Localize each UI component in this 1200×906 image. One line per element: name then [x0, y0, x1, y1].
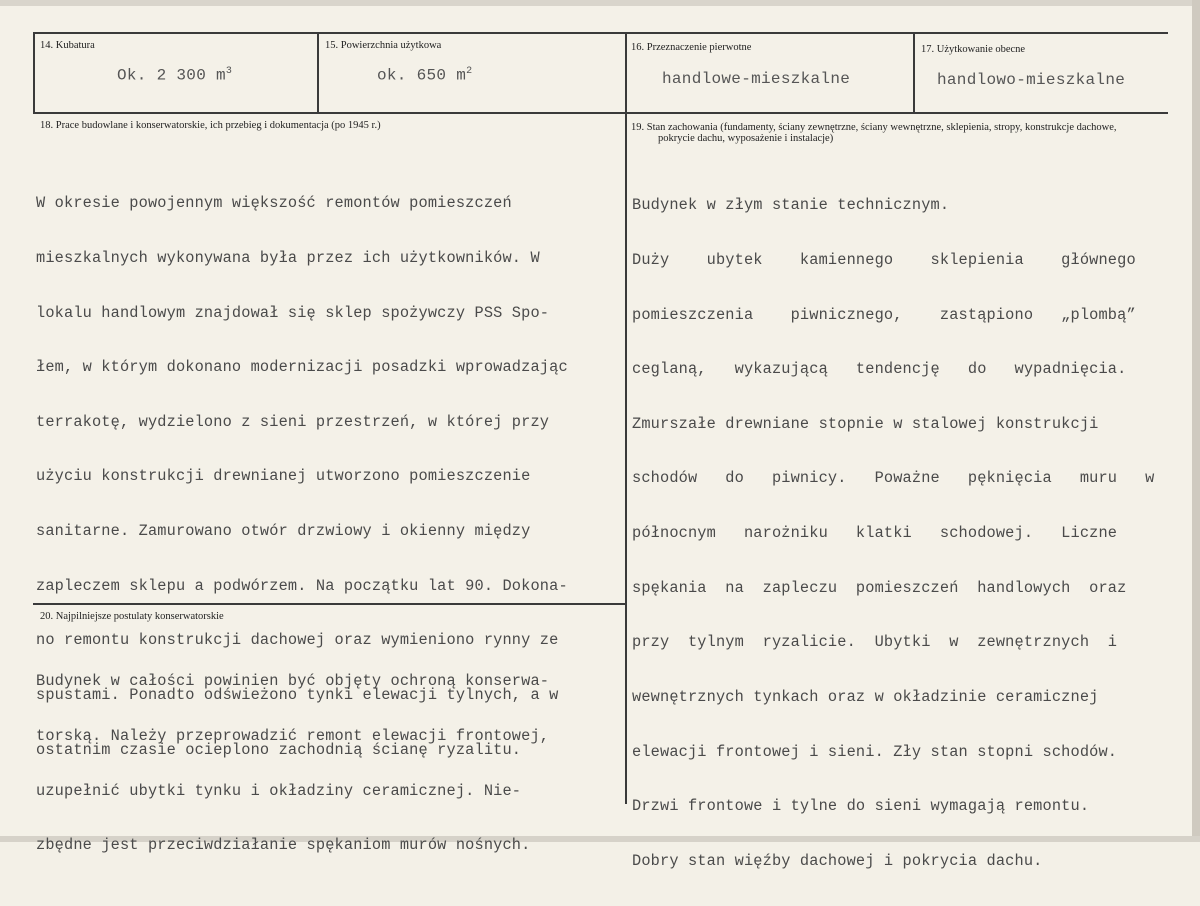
field-15-value-sup: 2	[466, 66, 473, 77]
field-14-label: 14. Kubatura	[40, 40, 95, 51]
field-19-line: Zmurszałe drewniane stopnie w stalowej konstrukcji	[632, 414, 1099, 433]
field-20-text	[36, 636, 549, 891]
field-15-value	[377, 66, 472, 84]
card-right-edge	[1192, 0, 1200, 842]
field-19-line: przy tylnym ryzalicie. Ubytki w zewnętrznych i	[632, 633, 1118, 652]
field-17-value: handlowo-mieszkalne	[937, 71, 1126, 89]
field-19-line: Duży ubytek kamiennego sklepienia głównego	[632, 251, 1136, 270]
field-19-line: pomieszczenia piwnicznego, zastąpiono „plombą”	[632, 305, 1136, 324]
field-19-label-line2: pokrycie dachu, wyposażenie i instalacje)	[658, 133, 834, 144]
field-18-line: terrakotę, wydzielono z sieni przestrzeń, w której przy	[36, 412, 550, 431]
field-19-line: ceglaną, wykazującą tendencję do wypadnięcia.	[632, 360, 1127, 379]
field-19-line: elewacji frontowej i sieni. Zły stan stopni schodów.	[632, 742, 1118, 761]
field-14-value-text: Ok. 2 300 m	[117, 66, 226, 85]
field-18-line: spustami. Ponadto odświeżono tynki elewacji tylnych, a w	[36, 685, 559, 704]
field-19-line: Dobry stan więźby dachowej i pokrycia dachu.	[632, 851, 1043, 870]
field-19-line: Drzwi frontowe i tylne do sieni wymagają remontu.	[632, 797, 1090, 816]
field-15-value-text: ok. 650 m	[377, 66, 467, 85]
rule-v-left	[33, 32, 35, 114]
field-16-label: 16. Przeznaczenie pierwotne	[631, 42, 752, 53]
field-20-label: 20. Najpilniejsze postulaty konserwatorskie	[40, 611, 224, 622]
card-top-edge	[0, 0, 1200, 6]
field-16-value: handlowe-mieszkalne	[662, 70, 851, 88]
field-19-line: Budynek w złym stanie technicznym.	[632, 196, 950, 215]
field-18-line: ostatnim czasie ocieplono zachodnią ścianę ryzalitu.	[36, 740, 522, 759]
field-20-line: uzupełnić ubytki tynku i okładziny ceramicznej. Nie-	[36, 781, 522, 800]
rule-v-3	[913, 32, 915, 114]
field-18-line: lokalu handlowym znajdował się sklep spożywczy PSS Spo-	[36, 303, 550, 322]
field-19-line: spękania na zapleczu pomieszczeń handlowych oraz	[632, 578, 1127, 597]
rule-top	[33, 32, 1168, 34]
field-19-line: wewnętrznych tynkach oraz w okładzinie ceramicznej	[632, 687, 1099, 706]
field-18-line: W okresie powojennym większość remontów pomieszczeń	[36, 194, 512, 213]
field-14-value	[117, 66, 232, 84]
field-19-label-line1: 19. Stan zachowania (fundamenty, ściany zewnętrzne, ściany wewnętrzne, sklepienia, stropy, konstrukcje dachowe,	[631, 122, 1117, 133]
rule-v-2	[625, 32, 627, 804]
field-14-value-sup: 3	[225, 66, 233, 77]
field-18-line: łem, w którym dokonano modernizacji posadzki wprowadzając	[36, 358, 568, 377]
field-19-line: schodów do piwnicy. Poważne pęknięcia muru w	[632, 469, 1155, 488]
field-20-line: Budynek w całości powinien być objęty ochroną konserwa-	[36, 672, 550, 691]
rule-v-1	[317, 32, 319, 114]
field-20-line: zbędne jest przeciwdziałanie spękaniom murów nośnych.	[36, 836, 531, 855]
field-18-line: zapleczem sklepu a podwórzem. Na początku lat 90. Dokona-	[36, 576, 568, 595]
field-18-label: 18. Prace budowlane i konserwatorskie, ich przebieg i dokumentacja (po 1945 r.)	[40, 120, 381, 131]
field-17-label: 17. Użytkowanie obecne	[921, 44, 1026, 55]
field-20-line: torską. Należy przeprowadzić remont elewacji frontowej,	[36, 727, 550, 746]
field-19-text	[632, 160, 1154, 906]
field-18-line: sanitarne. Zamurowano otwór drzwiowy i okienny między	[36, 522, 531, 541]
field-15-label: 15. Powierzchnia użytkowa	[325, 40, 442, 51]
field-19-line: północnym narożniku klatki schodowej. Liczne	[632, 524, 1118, 543]
rule-row1	[33, 112, 1168, 114]
field-18-line: no remontu konstrukcji dachowej oraz wymieniono rynny ze	[36, 631, 559, 650]
field-18-line: mieszkalnych wykonywana była przez ich użytkowników. W	[36, 249, 540, 268]
field-18-line: użyciu konstrukcji drewnianej utworzono pomieszczenie	[36, 467, 531, 486]
